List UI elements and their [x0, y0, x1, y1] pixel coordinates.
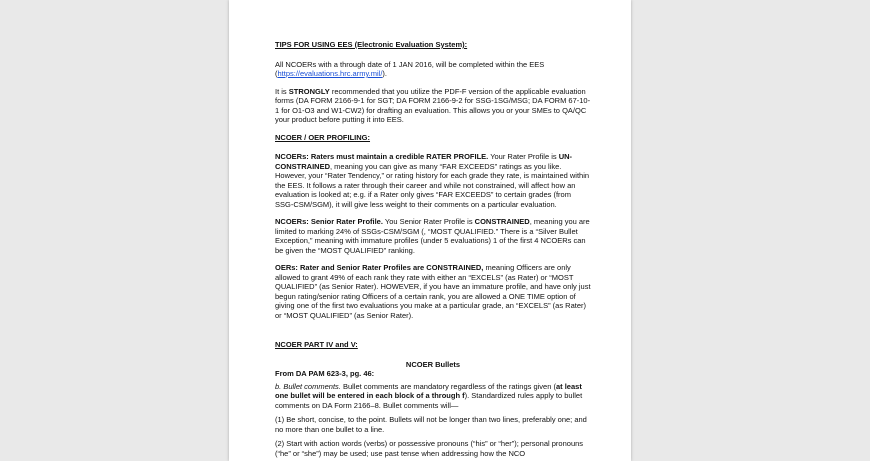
p4-text-a: You Senior Rater Profile is: [382, 217, 475, 226]
part4-heading: NCOER PART IV and V:: [275, 340, 358, 349]
document-page: [229, 0, 631, 461]
p3-text-b: , meaning you can give as many “FAR EXCEEDS” ratings as you like. However, your “Rater Tendency,” or rating history for each grade they rate, is maintained within the EES. It follows a rater through their career and while not constrained, will affect how an evaluation is looked at; e.g. if a Rater only gives “FAR EXCEEDS” to certain grades (from SSG-CSM/SGM), it will give less weight to their comments on a particular evaluation.: [275, 161, 590, 209]
p2-text-b: recommended that you utilize the PDF-F version of the applicable evaluation forms (DA FORM 2166-9-1 for SGT; DA FORM 2166-9-2 for SSG-1SG/MSG; DA FORM 67-10-1 for O1-O3 and W1-CW2) for drafting an evaluation. This allows you or your SMEs to QA/QC your product before putting it into EES.: [275, 86, 591, 124]
p4-text-b: , meaning you are limited to marking 24% of SSGs-CSM/SGM (, “MOST QUALIFIED.” There is a “Silver Bullet Exception,” meaning with immature profiles (under 5 evaluations) 1 of the first 4 NCOERs can be given the “MOST QUALIFIED” ranking.: [275, 217, 590, 255]
p6-text-a: Bullet comments are mandatory regardless of the ratings given (: [340, 381, 556, 391]
p1-text-b: ).: [382, 69, 387, 78]
p3-lead: NCOERs: Raters must maintain a credible RATER PROFILE.: [275, 152, 489, 161]
paragraph-senior-rater-profile: [275, 217, 591, 255]
tips-heading: TIPS FOR USING EES (Electronic Evaluation System):: [275, 40, 468, 49]
p6-text-b: ). Standardized rules apply to bullet comments on DA Form 2166–8. Bullet comments will—: [275, 391, 583, 410]
p4-strong: CONSTRAINED: [474, 217, 530, 226]
paragraph-rater-profile: [275, 152, 591, 209]
paragraph-rule-2: (2) Start with action words (verbs) or possessive pronouns (“his” or “her”); personal pronouns (“he” or “she”) may be used; use past tense when addressing how the NCO: [275, 439, 584, 458]
p5-text-b: meaning Officers are only allowed to grant 49% of each rank they rate with either an “EXCELS” (as Rater) or “MOST QUALIFIED” (as Senior Rater). HOWEVER, if you have an immature profile, and have only just begun rating/senior rating Officers of a certain rank, you are allowed a ONE TIME option of giving one of the first two evaluations you make at a particular grade, an “EXCELS” (as Rater) or “MOST QUALIFIED” (as Senior Rater).: [275, 263, 591, 320]
p6-strong: at least one bullet will be entered in each block of a through f: [275, 381, 582, 400]
paragraph-bullet-comments: [275, 382, 591, 411]
paragraph-rule-1: (1) Be short, concise, to the point. Bullets will not be longer than two lines, preferably one; and no more than one bullet to a line.: [275, 415, 587, 434]
p3-text-a: Your Rater Profile is: [488, 152, 559, 161]
p6-italic: b. Bullet comments.: [275, 381, 341, 391]
pam-reference: From DA PAM 623-3, pg. 46:: [275, 369, 375, 378]
p4-lead: NCOERs: Senior Rater Profile.: [275, 217, 383, 226]
p3-strong: UN-CONSTRAINED: [275, 152, 573, 171]
paragraph-pdf-recommendation: [275, 87, 591, 125]
p5-lead: OERs: Rater and Senior Rater Profiles are CONSTRAINED,: [275, 263, 484, 272]
p1-text-a: All NCOERs with a through date of 1 JAN 2016, will be completed within the EES (: [275, 59, 545, 78]
ees-link[interactable]: https://evaluations.hrc.army.mil/: [277, 69, 383, 78]
paragraph-oer-profiles: [275, 263, 591, 320]
p2-text-a: It is: [275, 86, 289, 96]
profiling-heading: NCOER / OER PROFILING:: [275, 132, 371, 142]
bullets-title: NCOER Bullets: [405, 359, 461, 369]
p2-strong: STRONGLY: [288, 86, 330, 96]
paragraph-ees-date: [275, 60, 591, 79]
document-content: [275, 40, 591, 458]
